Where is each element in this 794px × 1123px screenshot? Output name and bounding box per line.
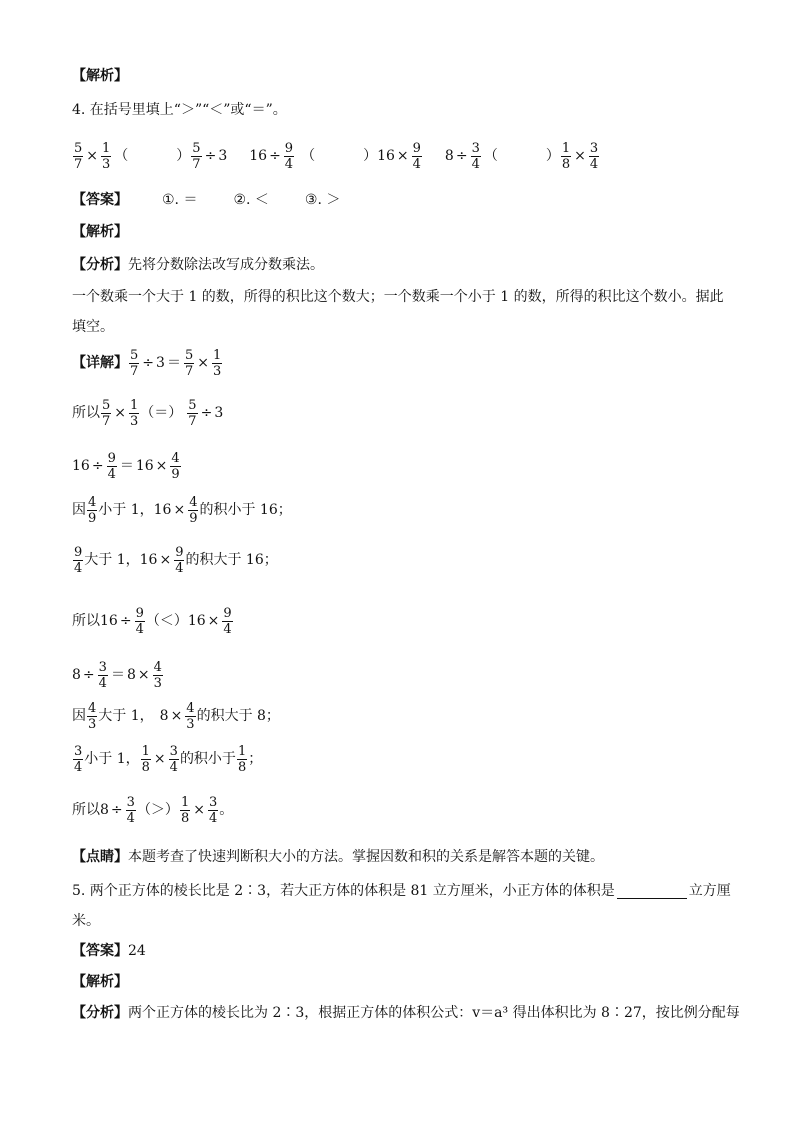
question-5-prompt-cont: 米。 <box>72 913 100 929</box>
question-4-expressions: $\frac{5}{7}$ × $\frac{1}{3}$ （ ） $\frac{5}{7}$ ÷ 3 16 ÷ $\frac{9}{4}$ （ ） 16 × $\frac{9}{4}$ 8 ÷ $\frac{3}{4}$ （ ） $\frac{1}{8}$ × $\frac{3}{4}$ <box>74 140 599 172</box>
answer-2: ②. ＜ <box>233 192 269 208</box>
fraction: $\frac{9}{4}$ <box>284 140 294 172</box>
analysis-line-1: 【分析】 先将分数除法改写成分数乘法。 <box>72 257 324 273</box>
question-4-prompt <box>72 101 287 119</box>
q5-answer-row: 【答案】 24 <box>72 943 146 959</box>
detail-line-10: 所以 8 ÷ $\frac{3}{4}$ （＞） $\frac{1}{8}$ × $\frac{3}{4}$ 。 <box>72 794 234 826</box>
answer-3: ③. ＞ <box>304 192 341 208</box>
detail-line-8: 因 $\frac{4}{3}$ 大于 1， 8 × $\frac{4}{3}$ 的积大于 8； <box>72 700 280 732</box>
blank-paren-open: （ <box>114 148 129 164</box>
analysis-line-3: 填空。 <box>72 319 114 335</box>
section-label-jiexi <box>72 67 128 85</box>
blank-paren-close: ） <box>176 148 191 164</box>
fraction: $\frac{5}{7}$ <box>192 140 201 172</box>
fraction: $\frac{5}{7}$ <box>74 140 83 172</box>
detail-line-6: 所以 16 ÷ $\frac{9}{4}$ （＜） 16 × $\frac{9}{4}$ <box>72 605 232 637</box>
answer-label: 【答案】 <box>72 192 128 208</box>
fenxi-label: 【分析】 <box>72 257 128 273</box>
fraction: $\frac{9}{4}$ <box>412 140 421 172</box>
answer-1: ①. ＝ <box>162 192 198 208</box>
detail-line-7: 8 ÷ $\frac{3}{4}$ ＝ 8 × $\frac{4}{3}$ <box>72 659 162 691</box>
section-label-jiexi: 【解析】 <box>72 974 128 990</box>
detail-line-4: 因 $\frac{4}{9}$ 小于 1， 16 × $\frac{4}{9}$ 的积小于 16； <box>72 494 292 526</box>
q4-prompt-text: 4. 在括号里填上“＞”“＜”或“＝”。 <box>72 102 287 118</box>
fraction: $\frac{1}{8}$ <box>561 140 571 172</box>
fraction: $\frac{1}{3}$ <box>102 140 111 172</box>
fraction: $\frac{3}{4}$ <box>471 140 480 172</box>
answer-blank <box>617 884 687 899</box>
detail-line-5: $\frac{9}{4}$ 大于 1， 16 × $\frac{9}{4}$ 的积大于 16； <box>74 544 278 576</box>
blank-paren-open: （ <box>301 148 316 164</box>
xiangjie-label: 【详解】 <box>72 355 128 371</box>
analysis-line-2: 一个数乘一个大于 1 的数，所得的积比这个数大；一个数乘一个小于 1 的数，所得的积比这个数小。据此 <box>72 289 724 305</box>
keypoint-line: 【点睛】 本题考查了快速判断积大小的方法。掌握因数和积的关系是解答本题的关键。 <box>72 849 604 865</box>
jiexi-label: 【解析】 <box>72 68 128 84</box>
detail-line-3: 16 ÷ $\frac{9}{4}$ ＝ 16 × $\frac{4}{9}$ <box>72 450 180 482</box>
answer-row <box>72 191 340 209</box>
blank-paren-close: ） <box>363 148 378 164</box>
blank-paren-open: （ <box>483 148 498 164</box>
detail-line-9: $\frac{3}{4}$ 小于 1， $\frac{1}{8}$ × $\frac{3}{4}$ 的积小于 $\frac{1}{8}$ ； <box>74 743 263 775</box>
dianjing-label: 【点睛】 <box>72 849 128 865</box>
detail-line-1: 【详解】 $\frac{5}{7}$ ÷ 3 ＝ $\frac{5}{7}$ × $\frac{1}{3}$ <box>72 347 222 379</box>
question-5-prompt: 5. 两个正方体的棱长比是 2∶3，若大正方体的体积是 81 立方厘米，小正方体的体积是 立方厘 <box>72 883 731 899</box>
q5-analysis: 【分析】 两个正方体的棱长比为 2∶3，根据正方体的体积公式：v＝a³ 得出体积比为 8∶27，按比例分配每 <box>72 1005 740 1021</box>
blank-paren-close: ） <box>545 148 560 164</box>
q5-answer-value: 24 <box>128 943 146 959</box>
section-label-jiexi: 【解析】 <box>72 224 128 240</box>
detail-line-2: 所以 $\frac{5}{7}$ × $\frac{1}{3}$ （＝） $\frac{5}{7}$ ÷ 3 <box>72 397 224 429</box>
fraction: $\frac{3}{4}$ <box>589 140 599 172</box>
